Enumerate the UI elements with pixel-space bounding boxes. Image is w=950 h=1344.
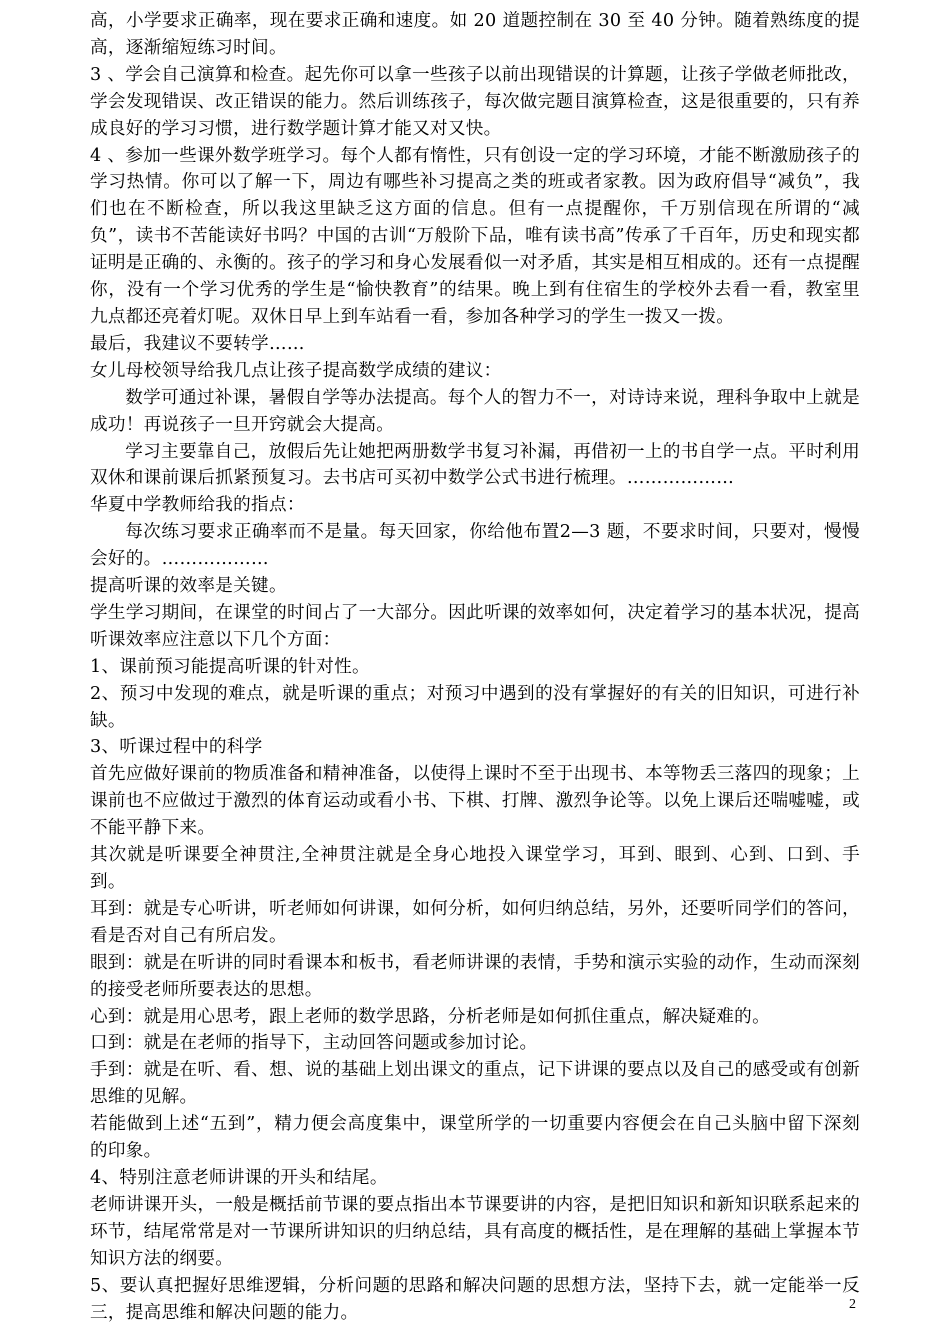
body-paragraph: 高，小学要求正确率，现在要求正确和速度。如 20 道题控制在 30 至 40 分钟。随着熟练度的提高，逐渐缩短练习时间。 xyxy=(90,11,860,58)
body-paragraph: 眼到：就是在听讲的同时看课本和板书，看老师讲课的表情，手势和演示实验的动作，生动而深刻的接受老师所要表达的思想。 xyxy=(90,952,860,1000)
document-body xyxy=(90,8,860,1326)
page-number: 2 xyxy=(849,1297,856,1312)
body-paragraph: 3 、学会自己演算和检查。起先你可以拿一些孩子以前出现错误的计算题，让孩子学做老师批改，学会发现错误、改正错误的能力。然后训练孩子，每次做完题目演算检查，这是很重要的，只有养成良好的学习习惯，进行数学题计算才能又对又快。 xyxy=(90,64,860,139)
body-paragraph: 手到：就是在听、看、想、说的基础上划出课文的重点，记下讲课的要点以及自己的感受或有创新思维的见解。 xyxy=(90,1060,860,1108)
body-paragraph: 最后，我建议不要转学…… xyxy=(90,333,305,354)
body-paragraph: 5、要认真把握好思维逻辑，分析问题的思路和解决问题的思想方法，坚持下去，就一定能举一反三，提高思维和解决问题的能力。 xyxy=(90,1275,860,1323)
body-paragraph: 其次就是听课要全神贯注,全神贯注就是全身心地投入课堂学习，耳到、眼到、心到、口到、手到。 xyxy=(90,845,860,892)
body-paragraph: 学生学习期间，在课堂的时间占了一大部分。因此听课的效率如何，决定着学习的基本状况，提高听课效率应注意以下几个方面： xyxy=(90,602,860,650)
body-paragraph: 耳到：就是专心听讲，听老师如何讲课，如何分析，如何归纳总结，另外，还要听同学们的答问，看是否对自己有所启发。 xyxy=(90,898,860,946)
body-paragraph: 4 、参加一些课外数学班学习。每个人都有惰性，只有创设一定的学习环境，才能不断激励孩子的学习热情。你可以了解一下，周边有哪些补习提高之类的班或者家教。因为政府倡导“减负”，我们也在不断检查，所以我这里缺乏这方面的信息。但有一点提醒你，千万别信现在所谓的“减负”，读书不苦能读好书吗？中国的古训“万般阶下品，唯有读书高”传承了千百年，历史和现实都证明是正确的、永衡的。孩子的学习和身心发展看似一对矛盾，其实是相互相成的。还有一点提醒你，没有一个学习优秀的学生是“愉快教育”的结果。晚上到有住宿生的学校外去看一看，教室里九点都还亮着灯呢。双休日早上到车站看一看，参加各种学习的学生一拨又一拨。 xyxy=(90,145,860,327)
body-paragraph: 2、预习中发现的难点，就是听课的重点；对预习中遇到的没有掌握好的有关的旧知识，可进行补缺。 xyxy=(90,683,860,731)
body-paragraph: 老师讲课开头，一般是概括前节课的要点指出本节课要讲的内容，是把旧知识和新知识联系起来的环节，结尾常常是对一节课所讲知识的归纳总结，具有高度的概括性，是在理解的基础上掌握本节知识方法的纲要。 xyxy=(90,1194,860,1269)
body-paragraph: 提高听课的效率是关键。 xyxy=(90,576,287,597)
body-paragraph: 若能做到上述“五到”，精力便会高度集中，课堂所学的一切重要内容便会在自己头脑中留下深刻的印象。 xyxy=(90,1114,860,1162)
body-paragraph: 学习主要靠自己，放假后先让她把两册数学书复习补漏，再借初一上的书自学一点。平时利用双休和课前课后抓紧预复习。去书店可买初中数学公式书进行梳理。……………… xyxy=(90,441,860,489)
body-paragraph: 口到：就是在老师的指导下，主动回答问题或参加讨论。 xyxy=(90,1033,538,1054)
body-paragraph: 华夏中学教师给我的指点： xyxy=(90,495,305,516)
body-paragraph: 1、课前预习能提高听课的针对性。 xyxy=(90,656,370,677)
body-paragraph: 首先应做好课前的物质准备和精神准备，以使得上课时不至于出现书、本等物丢三落四的现象；上课前也不应做过于激烈的体育运动或看小书、下棋、打牌、激烈争论等。以免上课后还喘嘘嘘，或不能平静下来。 xyxy=(90,764,860,839)
body-paragraph: 4、特别注意老师讲课的开头和结尾。 xyxy=(90,1167,388,1188)
body-paragraph: 心到：就是用心思考，跟上老师的数学思路，分析老师是如何抓住重点，解决疑难的。 xyxy=(90,1006,770,1027)
body-paragraph: 女儿母校领导给我几点让孩子提高数学成绩的建议： xyxy=(90,360,502,381)
body-paragraph: 数学可通过补课，暑假自学等办法提高。每个人的智力不一，对诗诗来说，理科争取中上就是成功！再说孩子一旦开窍就会大提高。 xyxy=(90,387,860,435)
body-paragraph: 每次练习要求正确率而不是量。每天回家，你给他布置2—3 题，不要求时间，只要对，慢慢会好的。……………… xyxy=(90,522,860,570)
body-paragraph: 3、听课过程中的科学 xyxy=(90,737,263,758)
